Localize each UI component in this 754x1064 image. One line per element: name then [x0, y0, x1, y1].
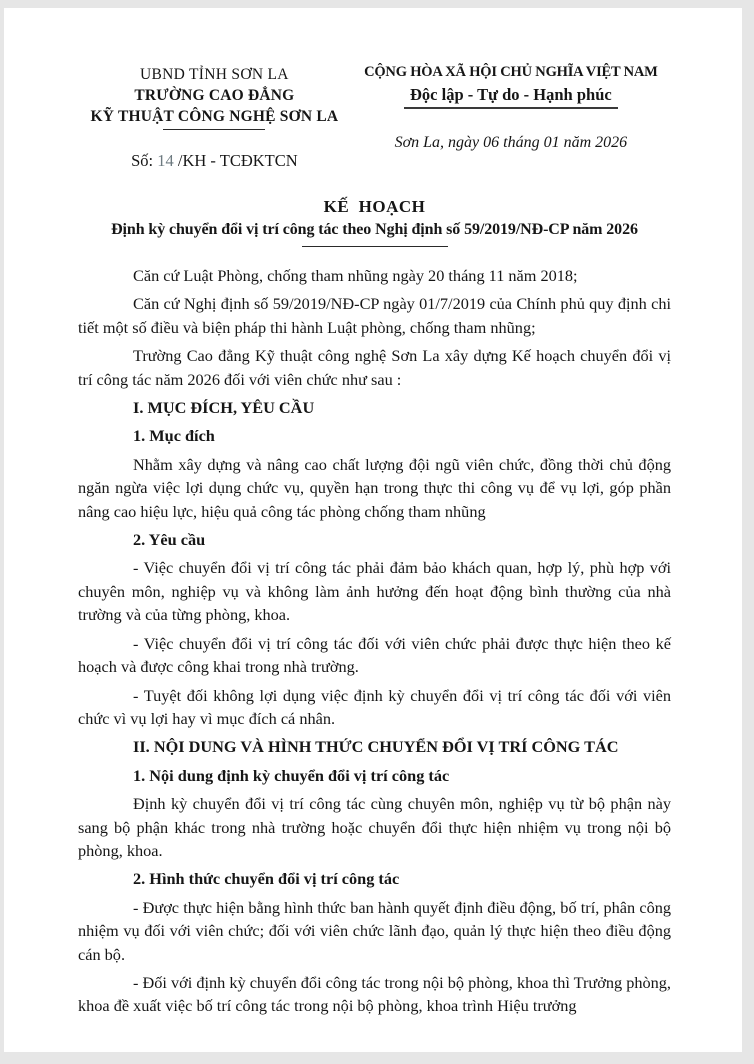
- document-subtitle: Định kỳ chuyển đổi vị trí công tác theo Nghị định số 59/2019/NĐ-CP năm 2026: [111, 221, 638, 238]
- subsection-heading-2-2: 2. Hình thức chuyển đổi vị trí công tác: [133, 869, 400, 889]
- document-body: [78, 264, 671, 1018]
- paragraph-content: Định kỳ chuyển đổi vị trí công tác cùng chuyên môn, nghiệp vụ từ bộ phận này sang bộ phận khác trong nhà trường hoặc chuyển đổi thực hiện nhiệm vụ trong nội bộ phòng, khoa.: [78, 794, 671, 860]
- national-header-block: [351, 62, 671, 171]
- document-number-suffix: /KH - TCĐKTCN: [173, 151, 298, 170]
- place-and-date: Sơn La, ngày 06 tháng 01 năm 2026: [394, 134, 628, 151]
- paragraph-method-2: - Đối với định kỳ chuyển đổi công tác trong nội bộ phòng, khoa thì Trưởng phòng, khoa đề xuất việc bố trí công tác trong nội bộ phòng, khoa trình Hiệu trưởng: [78, 972, 671, 1016]
- section-heading-1: I. MỤC ĐÍCH, YÊU CẦU: [133, 398, 315, 418]
- document-title: KẾ HOẠCH: [323, 197, 426, 216]
- agency-name-line1: TRƯỜNG CAO ĐẲNG: [134, 87, 295, 104]
- paragraph-method-1: - Được thực hiện bằng hình thức ban hành quyết định điều động, bố trí, phân công nhiệm vụ đối với viên chức; đối với viên chức lãnh đạo, quản lý thực hiện theo điều động cán bộ.: [78, 897, 671, 964]
- national-motto-line2: Độc lập - Tự do - Hạnh phúc: [404, 84, 618, 109]
- issuing-agency-block: [78, 62, 351, 171]
- subsection-heading-1-1: 1. Mục đích: [133, 426, 215, 446]
- document-number: [78, 151, 351, 171]
- national-motto-line1: CỘNG HÒA XÃ HỘI CHỦ NGHĨA VIỆT NAM: [364, 64, 658, 80]
- doc-number-value: 14: [157, 151, 174, 170]
- paragraph-legal-basis-2: Căn cứ Nghị định số 59/2019/NĐ-CP ngày 01/7/2019 của Chính phủ quy định chi tiết một số điều và biện pháp thi hành Luật phòng, chống tham nhũng;: [78, 294, 671, 337]
- subsection-heading-1-2: 2. Yêu cầu: [133, 530, 206, 550]
- paragraph-requirement-3: - Tuyệt đối không lợi dụng việc định kỳ chuyển đổi vị trí công tác đối với viên chức vì vụ lợi hay vì mục đích cá nhân.: [78, 685, 671, 728]
- document-title-block: [78, 197, 671, 247]
- title-underline-rule: [302, 246, 448, 247]
- agency-underline-rule: [163, 129, 265, 130]
- document-header: [78, 62, 671, 171]
- paragraph-legal-basis-1: Căn cứ Luật Phòng, chống tham nhũng ngày 20 tháng 11 năm 2018;: [133, 266, 578, 285]
- section-heading-2: II. NỘI DUNG VÀ HÌNH THỨC CHUYỂN ĐỔI VỊ TRÍ CÔNG TÁC: [133, 737, 619, 757]
- agency-name-line2: KỸ THUẬT CÔNG NGHỆ SƠN LA: [90, 108, 339, 125]
- paragraph-requirement-1: - Việc chuyển đổi vị trí công tác phải đảm bảo khách quan, hợp lý, phù hợp với chuyên môn, nghiệp vụ và không làm ảnh hưởng đến hoạt động bình thường của nhà trường và của từng phòng, khoa.: [78, 558, 671, 625]
- agency-parent-name: UBND TỈNH SƠN LA: [140, 66, 289, 83]
- subsection-heading-2-1: 1. Nội dung định kỳ chuyển đổi vị trí công tác: [133, 765, 450, 785]
- paragraph-requirement-2: - Việc chuyển đổi vị trí công tác đối với viên chức phải được thực hiện theo kế hoạch và được công khai trong nhà trường.: [78, 633, 671, 677]
- paragraph-intro: Trường Cao đẳng Kỹ thuật công nghệ Sơn La xây dựng Kế hoạch chuyển đổi vị trí công tác năm 2026 đối với viên chức như sau :: [78, 346, 671, 389]
- paragraph-purpose: Nhằm xây dựng và nâng cao chất lượng đội ngũ viên chức, đồng thời chủ động ngăn ngừa việc lợi dụng chức vụ, quyền hạn trong thực thi công vụ để vụ lợi, góp phần nâng cao hiệu lực, hiệu quả công tác phòng chống tham nhũng: [78, 454, 671, 521]
- document-number-prefix: Số:: [131, 151, 158, 170]
- document-page: [4, 8, 742, 1052]
